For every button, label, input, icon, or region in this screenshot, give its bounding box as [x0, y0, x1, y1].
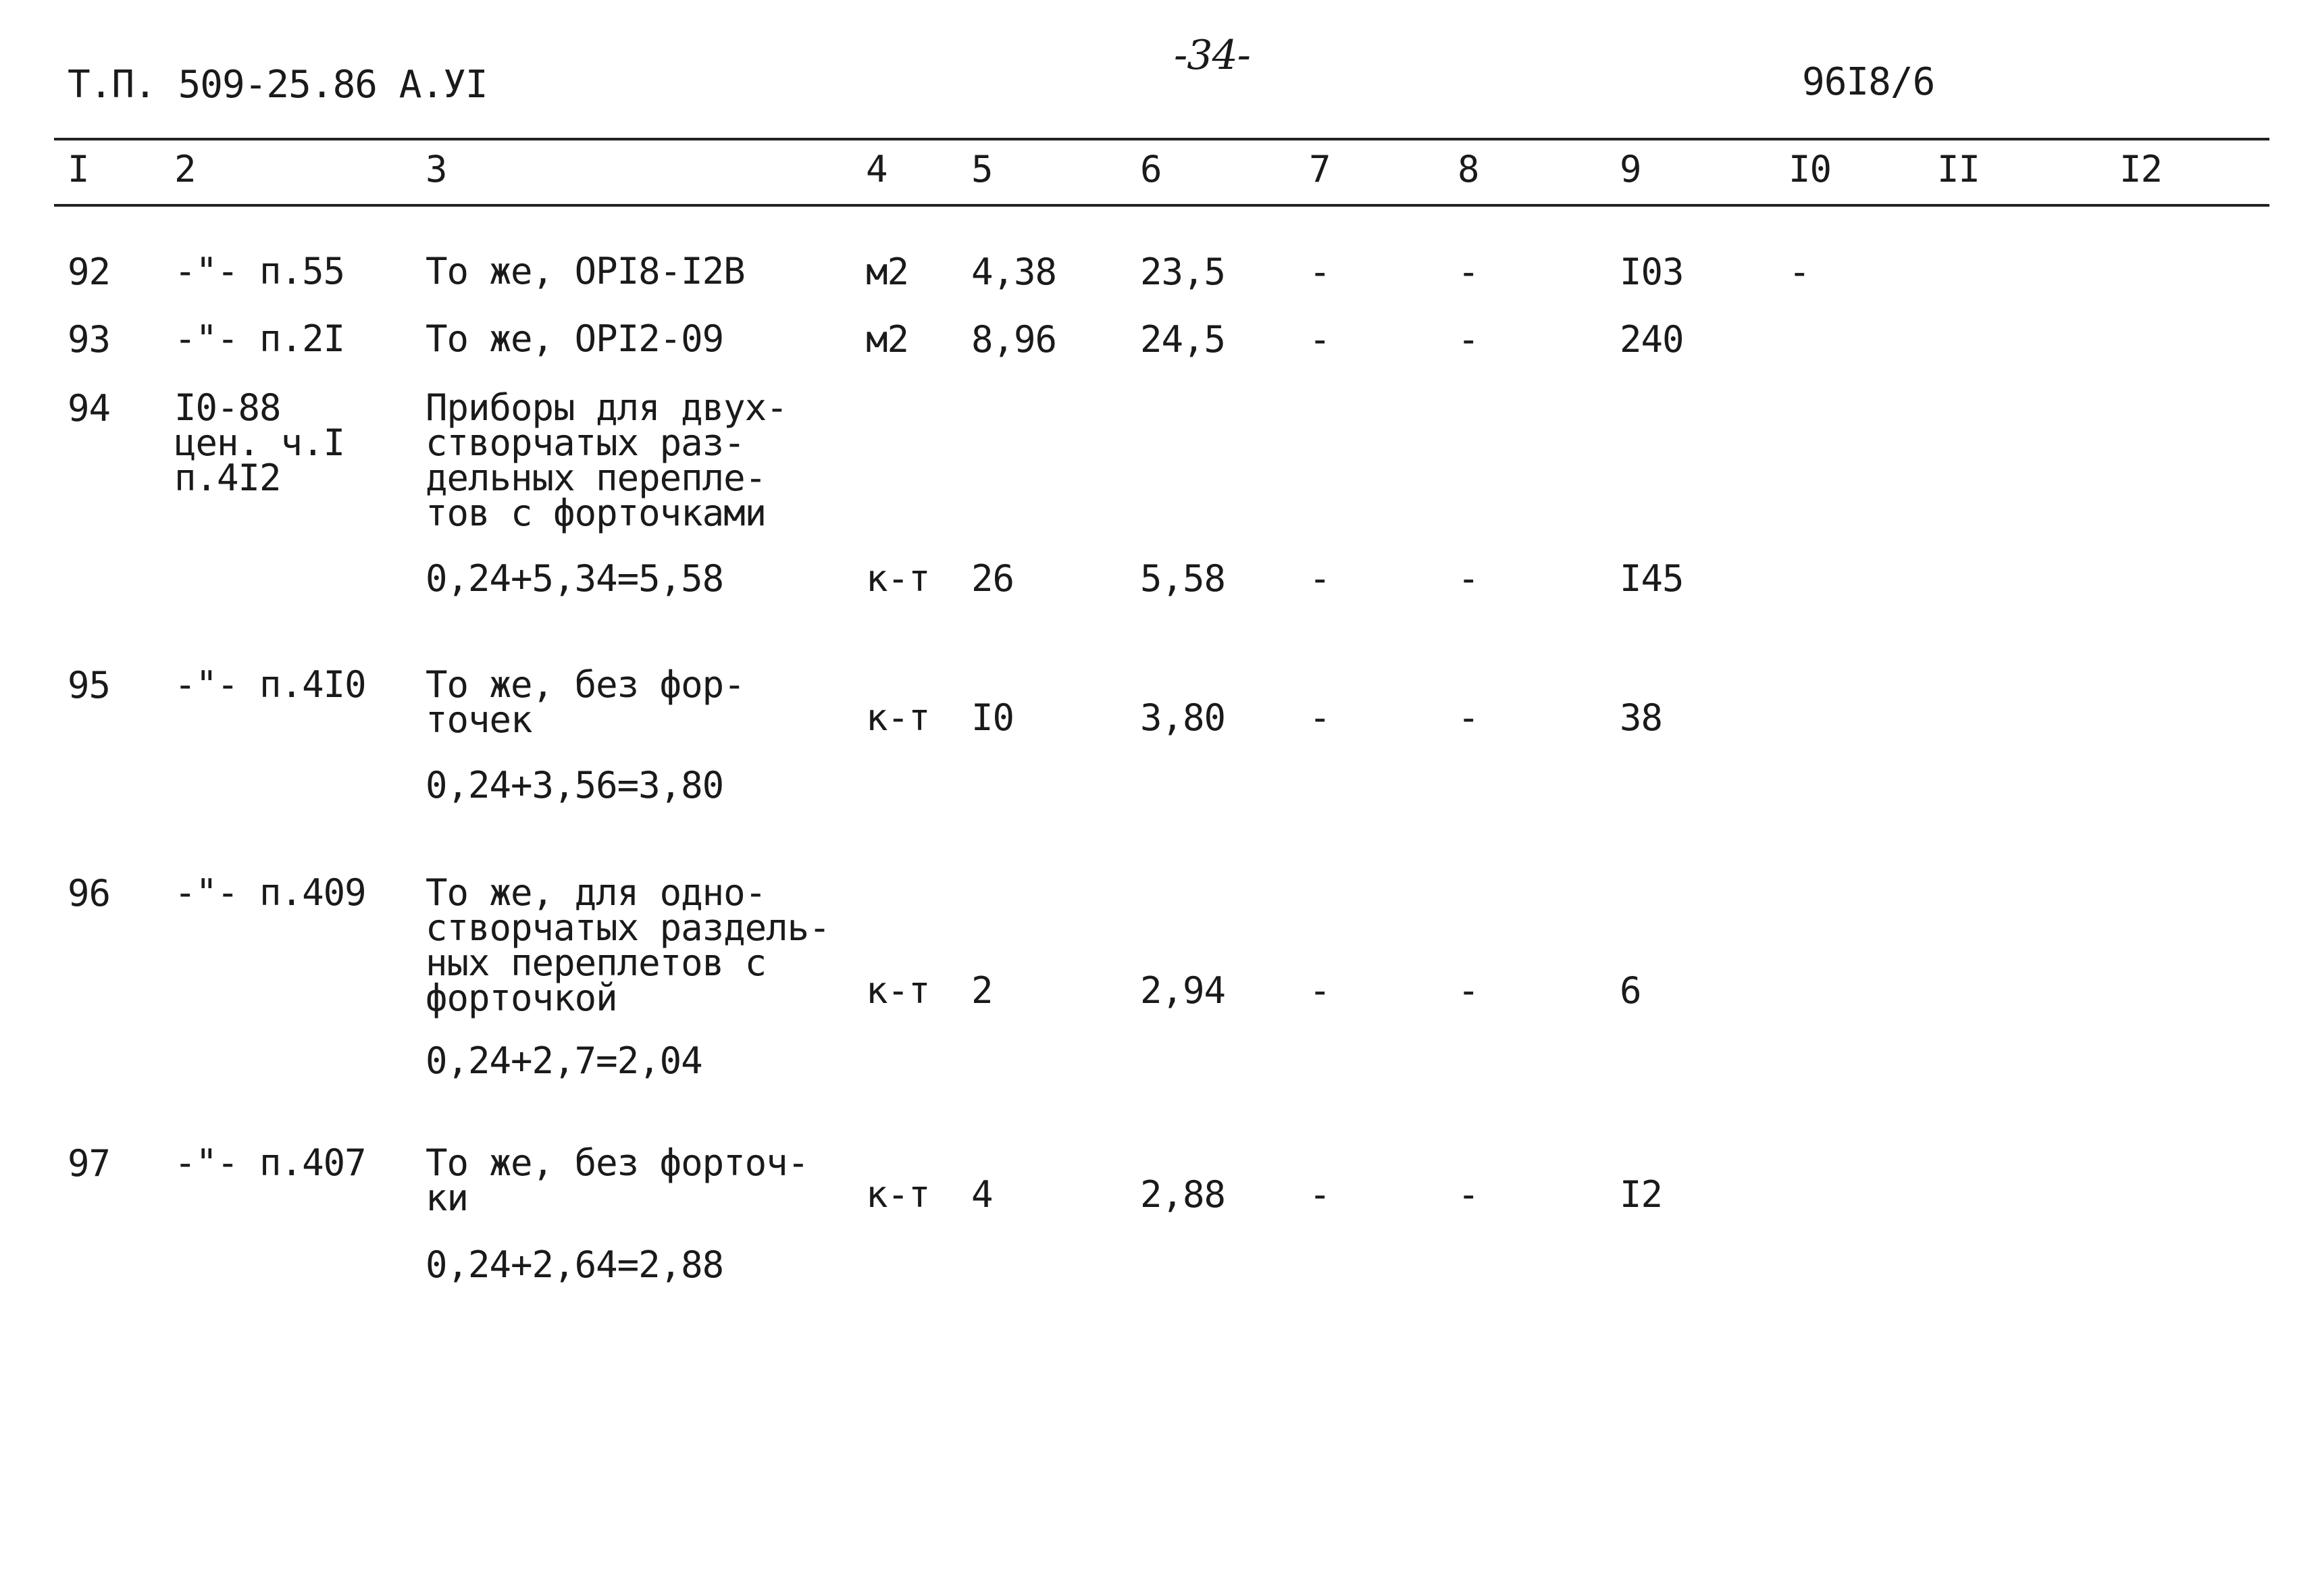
doc-reference: Т.П. 509-25.86 А.УI — [68, 63, 488, 107]
row-number: 95 — [68, 664, 111, 706]
row-reference-line: -"- п.55 — [174, 250, 345, 292]
row-description-line: точек — [426, 698, 532, 741]
row-col7: - — [1309, 696, 1331, 739]
row-col7: - — [1309, 969, 1331, 1012]
row-price: 5,58 — [1140, 557, 1226, 600]
row-description-line: То же, для одно- — [426, 871, 767, 914]
row-number: 92 — [68, 251, 111, 293]
row-reference — [174, 871, 366, 914]
row-quantity: 26 — [971, 557, 1014, 600]
column-header-10: I0 — [1789, 148, 1832, 190]
column-header-8: 8 — [1458, 148, 1479, 190]
row-calculation: 0,24+2,7=2,04 — [426, 1039, 702, 1082]
row-description — [426, 1141, 809, 1219]
row-col8: - — [1458, 318, 1479, 361]
row-description-line: То же, ОРI8-I2В — [426, 250, 745, 292]
row-calculation: 0,24+5,34=5,58 — [426, 557, 724, 600]
document-code: 96I8/6 — [1802, 60, 1935, 104]
row-col9: I03 — [1620, 251, 1684, 293]
page-number: -34- — [1174, 32, 1250, 79]
row-col9: I2 — [1620, 1173, 1663, 1216]
row-col9: 6 — [1620, 969, 1641, 1012]
row-price: 2,88 — [1140, 1173, 1226, 1216]
column-header-2: 2 — [174, 148, 196, 190]
row-col7: - — [1309, 1173, 1331, 1216]
row-col8: - — [1458, 557, 1479, 600]
header-bottom-rule — [54, 204, 2269, 207]
row-reference-line: цен. ч.I — [174, 421, 345, 464]
column-header-12: I2 — [2119, 148, 2163, 190]
row-number: 93 — [68, 318, 111, 361]
row-description-line: створчатых раз- — [426, 421, 745, 464]
row-price: 23,5 — [1140, 251, 1226, 293]
row-description-line: То же, ОРI2-09 — [426, 317, 724, 360]
header-top-rule — [54, 138, 2269, 140]
row-col9: 240 — [1620, 318, 1684, 361]
row-number: 96 — [68, 872, 111, 915]
column-header-1: I — [68, 148, 89, 190]
row-price: 2,94 — [1140, 969, 1226, 1012]
row-col7: - — [1309, 251, 1331, 293]
row-description — [426, 871, 830, 1019]
row-description-line: ки — [426, 1177, 469, 1219]
row-description — [426, 386, 788, 534]
row-quantity: I0 — [971, 696, 1014, 739]
row-quantity: 4,38 — [971, 251, 1057, 293]
row-description-line: дельных перепле- — [426, 457, 767, 499]
row-number: 97 — [68, 1142, 111, 1185]
row-reference-line: I0-88 — [174, 386, 281, 429]
column-header-6: 6 — [1140, 148, 1162, 190]
row-reference-line: -"- п.409 — [174, 871, 366, 914]
row-reference-line: п.4I2 — [174, 457, 281, 499]
row-col9: 38 — [1620, 696, 1663, 739]
row-description-line: форточкой — [426, 977, 617, 1019]
row-unit: к-т — [866, 1173, 930, 1216]
row-unit: м2 — [866, 251, 909, 293]
row-description — [426, 663, 745, 741]
row-col10: - — [1789, 251, 1810, 293]
row-description-line: тов с форточками — [426, 492, 767, 534]
column-header-5: 5 — [971, 148, 993, 190]
row-col7: - — [1309, 318, 1331, 361]
row-description — [426, 317, 724, 360]
row-reference — [174, 386, 345, 499]
row-description-line: створчатых раздель- — [426, 906, 830, 949]
row-calculation: 0,24+2,64=2,88 — [426, 1243, 724, 1286]
row-unit: к-т — [866, 696, 930, 739]
row-unit: к-т — [866, 557, 930, 600]
row-reference-line: -"- п.407 — [174, 1141, 366, 1184]
row-quantity: 2 — [971, 969, 993, 1012]
column-header-7: 7 — [1309, 148, 1331, 190]
row-col8: - — [1458, 969, 1479, 1012]
row-col8: - — [1458, 251, 1479, 293]
row-number: 94 — [68, 387, 111, 430]
column-header-3: 3 — [426, 148, 447, 190]
row-reference — [174, 663, 366, 706]
row-description-line: То же, без фор- — [426, 663, 745, 706]
row-quantity: 4 — [971, 1173, 993, 1216]
row-reference-line: -"- п.4I0 — [174, 663, 366, 706]
row-calculation: 0,24+3,56=3,80 — [426, 764, 724, 806]
row-reference-line: -"- п.2I — [174, 317, 345, 360]
row-description — [426, 250, 745, 292]
row-col9: I45 — [1620, 557, 1684, 600]
row-price: 24,5 — [1140, 318, 1226, 361]
row-price: 3,80 — [1140, 696, 1226, 739]
row-unit: м2 — [866, 318, 909, 361]
row-description-line: То же, без форточ- — [426, 1141, 809, 1184]
row-description-line: ных переплетов с — [426, 942, 767, 984]
row-unit: к-т — [866, 969, 930, 1012]
column-header-4: 4 — [866, 148, 888, 190]
row-reference — [174, 250, 345, 292]
column-header-11: II — [1937, 148, 1980, 190]
row-col8: - — [1458, 1173, 1479, 1216]
row-col7: - — [1309, 557, 1331, 600]
row-reference — [174, 317, 345, 360]
row-description-line: Приборы для двух- — [426, 386, 788, 429]
row-col8: - — [1458, 696, 1479, 739]
row-reference — [174, 1141, 366, 1184]
column-header-9: 9 — [1620, 148, 1641, 190]
row-quantity: 8,96 — [971, 318, 1057, 361]
